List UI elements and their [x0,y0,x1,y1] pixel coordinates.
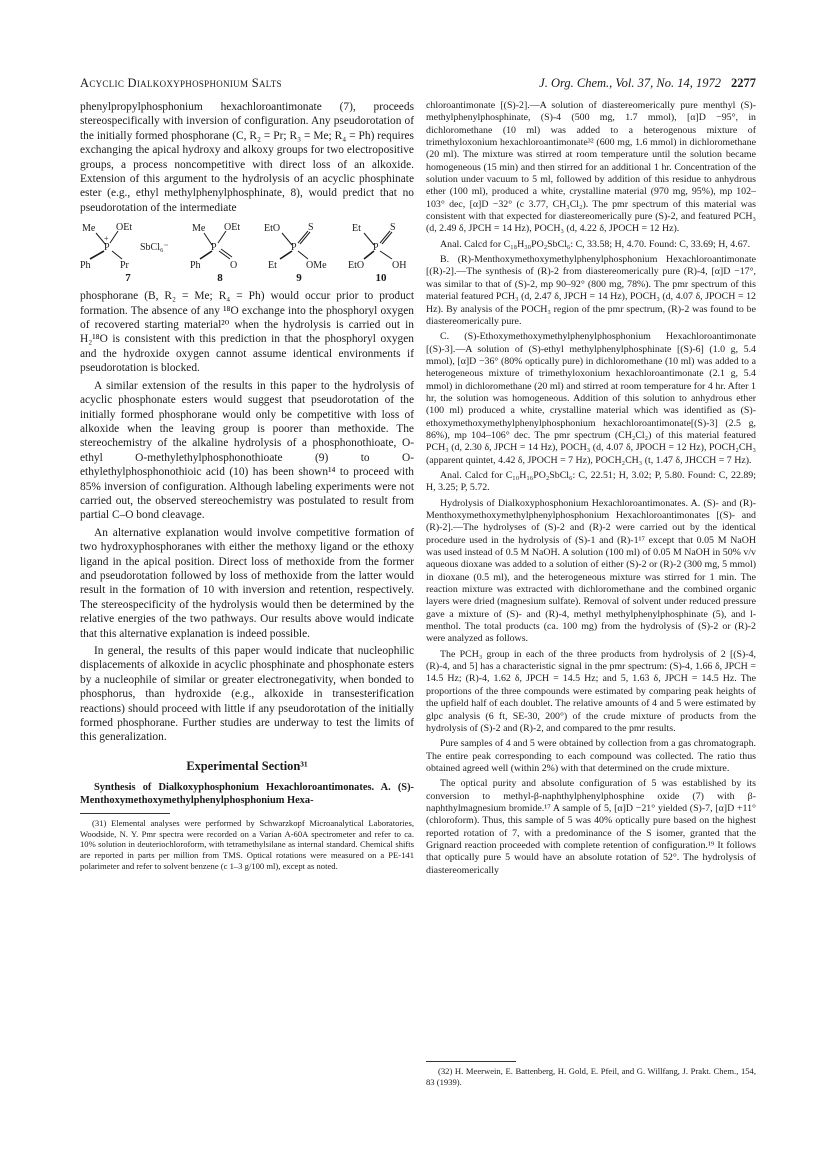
footnote-32: (32) H. Meerwein, E. Battenberg, H. Gold, E. Pfeil, and G. Willfang, J. Prakt. Chem., 154, 83 (1939). [426,1066,756,1087]
struct-label: EtO [348,260,365,272]
analysis-line: Anal. Calcd for C₁₈H₃₀PO₂SbCl₆: C, 33.58; H, 4.70. Found: C, 33.69; H, 4.67. [440,238,751,250]
struct-label: Pr [120,260,129,272]
structure-number: 10 [375,272,387,285]
struct-label: + [104,234,109,244]
struct-label: P [104,242,110,254]
struct-label: EtO [264,223,281,235]
struct-label: P [291,242,297,254]
footnote-31: (31) Elemental analyses were performed by Schwarzkopf Microanalytical Laboratories, Woodside, N. Y. Pmr spectra were recorded on a Varian A-60A spectrometer and refer to ca. 10% solution in deuteriochloroform, with tetramethylsilane as internal standard. Chemical shifts are reported in parts per million from TMS. Optical rotations were measured on a PE-141 polarimeter and refer to solvent benzene (c 1–3 g/100 ml), except as noted. [80,818,414,871]
structure-10 [348,219,414,285]
paragraph: The PCH₃ group in each of the three products from hydrolysis of 2 [(S)-4, (R)-4, and 5] has a characteristic signal in the pmr spectrum: (S)-4, 1.66 δ, JPCH = 14.5 Hz; (R)-4, 1.62 δ, JPCH = 14.5 Hz; and 5, 1.63 δ, JPCH = 14.5 Hz. The proportions of the three compounds were estimated by comparing peak heights of the upfield half of each doublet. The relative amounts of 4 and 5 were estimated by glpc analysis (6 ft, SE-30, 200°) of the crude mixture of products from the hydrolysis of (S)-2 and (R)-2, and compared to the pmr results. [426,648,756,734]
structure-7-drawing [80,219,176,271]
right-footnote-block [426,1055,756,1087]
footnote-divider [80,813,170,814]
structure-row [80,219,414,285]
paragraph: chloroantimonate [(S)-2].—A solution of diastereomerically pure menthyl (S)-methylphenylphosphinate, (S)-4 (500 mg, 1.7 mmol), [α]D −95°, in dichloromethane (10 ml) was added to a heterogenous mixture of trimethyloxonium hexachloroantimonate³² (600 mg, 1.6 mmol) in dichloromethane (20 ml). The mixture was stirred at room temperature until the solution became homogeneous (15 min) and then stirred for an additional 1 hr. Concentration of the solution under vacuum to 5 ml, followed by addition of this residue to anhydrous ether (100 ml), produced a white, crystalline material (970 mg, 95%), mp 102–103° dec, [α]D −32° (c 3.77, CH₃Cl₂). The pmr spectrum of this material was consistent with that expected for diastereomerically pure (S)-2, and featured PCH₃ (d, 2.49 δ, JPCH = 14 Hz), POCH₃ (d, 4.22 δ, JPOCH = 12 Hz). [426,100,756,235]
paragraph: An alternative explanation would involve competitive formation of two hydroxyphosphoranes with either the methoxy ligand or the ethoxy ligand in the apical position. Direct loss of methoxide from the former and pseudorotation followed by loss of methoxide from the latter would result in the formation of 10 with inversion and retention, respectively. The stereospecificity of the hydrolysis would then be determined by the relative energies of the two pathways. Our results above would indicate that this alternative explanation is indeed possible. [80,526,414,640]
journal-citation: J. Org. Chem., Vol. 37, No. 14, 1972 [539,76,721,90]
struct-label: Et [268,260,277,272]
left-column [80,100,414,871]
right-column [426,100,756,880]
struct-label: S [308,222,314,234]
struct-label: Ph [190,260,201,272]
paragraph: B. (R)-Menthoxymethoxymethylphenylphosphonium Hexachloroantimonate [(R)-2].—The synthesis of (R)-2 from diastereomerically pure (R)-4, [α]D −17°, was similar to that of (S)-2, mp 90–92° (800 mg, 78%). The pmr spectrum of this material featured PCH₃ (d, 2.47 δ, JPCH = 14 Hz), POCH₃ (d, 4.07 δ, JPOCH = 12 Hz). By analysis of the POCH₃ region of the pmr spectrum, (R)-2 was found to be diastereomerically pure. [426,254,756,327]
struct-label: OH [392,260,407,272]
paragraph: phenylpropylphosphonium hexachloroantimonate (7), proceeds stereospecifically with inversion of configuration. Any pseudorotation of the initially formed phosphorane (C, R₂ = Pr; R₃ = Me; R₄ = Ph) requires exchanging the apical hydroxy and alkoxy groups for two electropositive groups, a process noncompetitive with direct loss of an alkoxide. Extension of this argument to the hydrolysis of an acyclic phosphinate ester (e.g., ethyl methylphenylphosphinate, 8), would predict that no pseudorotation of the intermediate [80,101,414,214]
struct-label: O [230,260,238,272]
struct-label: OEt [116,222,133,234]
struct-label: OEt [224,222,241,234]
structure-number: 7 [125,272,131,285]
paragraph: C. (S)-Ethoxymethoxymethylphenylphosphonium Hexachloroantimonate [(S)-3].—A solution of (S)-ethyl methylphenylphosphinate [(S)-6] (1.0 g, 5.4 mmol), [α]D −36° (80% optically pure) in dichloromethane (10 ml) was added to a heterogeneous mixture of trimethyloxonium hexachloroantimonate (2.1 g, 5.4 mmol) in dichloromethane (20 ml) and stirred at room temperature for 4 hr. After 1 hr, the solution was homogeneous. Addition of this solution to anhydrous ether (100 ml) produced a white, crystalline material which was identified as (S)-ethoxymethoxymethylphenylphosphonium hexachloroantimonate[(S)-3] (2.5 g, 86%), mp 104–106° dec. The pmr spectrum (CH₂Cl₂) of this material featured PCH₃ (d, 2.30 δ, JPCH = 14 Hz), POCH₃ (d, 4.07 δ, JPOCH = 12 Hz), POCH₂CH₃ (apparent quintet, 4.42 δ, JPOCH = 7 Hz), POCH₂CH₃ (t, 1.47 δ, JHCCH = 7 Hz). [426,331,756,466]
structure-7 [80,219,176,285]
paragraph: Hydrolysis of Dialkoxyphosphonium Hexachloroantimonates. A. (S)- and (R)-Menthoxymethoxymethylphenylphosphonium Hexachloroantimonates [(S)- and (R)-2].—The hydrolyses of (S)-2 and (R)-2 were carried out by the identical procedure used in the hydrolysis of (S)-1 and (R)-1¹⁷ except that 0.05 M NaOH was used instead of 0.5 M NaOH. A solution (100 ml) of 0.05 M NaOH in 50% v/v aqueous dioxane was added to a solution of either (S)-2 or (R)-2 (300 mg, 5 mmol) in dioxane (0.5 ml), and the heterogeneous mixture was stirred for 1 min. The reaction mixture was extracted with dichloromethane and the combined organic layers were dried (magnesium sulfate). Removal of solvent under reduced pressure gave a mixture of (S)- and (R)-4, methyl methylphenylphosphinate (5), and l-menthol. The total products (ca. 100 mg) from the hydrolysis of (S)-2 or (R)-2 were analyzed as follows. [426,497,756,645]
analysis-line: Anal. Calcd for C₁₀H₁₆PO₂SbCl₆: C, 22.51; H, 3.02; P, 5.80. Found: C, 22.89; H, 3.25; P, 5.72. [426,469,756,494]
paragraph: In general, the results of this paper would indicate that nucleophilic displacements of alkoxide in acyclic phosphinate and phosphonate esters by a nucleophile of similar or greater electronegativity, when bonded to phosphorus, than hydroxide (e.g., alkoxide in transesterification reactions) should proceed with little if any pseudorotation of the initially formed phosphorane. Further studies are underway to test the limits of this generalization. [80,645,414,744]
structure-number: 8 [217,272,223,285]
section-heading: Experimental Section³¹ [186,758,308,773]
footnote-divider [426,1061,516,1062]
paragraph: A similar extension of the results in this paper to the hydrolysis of acyclic phosphonate esters would suggest that pseudorotation of the initially formed phosphorane would only be competitive with loss of alkoxide when the leaving group is poorer than methoxide. The stereochemistry of the alkaline hydrolysis of a phosphonothioate, O-ethyl O-methylethylphosphonothioate (9) to O-ethylethylphosphonothioic acid (10) has been shown¹⁴ to proceed with 85% inversion of configuration. Although labeling experiments were not carried out, the observed stereochemistry was postulated to result from partial C–O bond cleavage. [80,379,414,522]
subsection-heading: Synthesis of Dialkoxyphosphonium Hexachloroantimonates. A. (S)-Menthoxymethoxymethylphenylphosphonium Hexa- [80,782,414,807]
struct-label: SbCl₆⁻ [140,242,169,254]
structure-number: 9 [296,272,302,285]
struct-label: OMe [306,260,327,272]
paragraph: Pure samples of 4 and 5 were obtained by collection from a gas chromatograph. The entire peak corresponding to each compound was collected. The ratio thus obtained agreed well (within 2%) with that determined on the crude mixture. [426,738,756,774]
structure-9 [264,219,334,285]
page-number: 2277 [731,76,756,90]
struct-label: P [211,242,217,254]
struct-label: P [373,242,379,254]
struct-label: Ph [80,260,91,272]
paragraph: The optical purity and absolute configuration of 5 was established by its conversion to methyl-β-naphthylphenylphosphine oxide (7) with β-naphthylmagnesium bromide.¹⁷ A sample of 5, [α]D −21° yielded (S)-7, [α]D +11° (chloroform). Thus, this sample of 5 was 40% optically pure based on the highest reported rotation of 7, with a predominance of the S isomer, granted that the Grignard reaction proceeded with complete retention of configuration.¹⁹ It follows that optically pure 5 would have an absolute rotation of 52°. The hydrolysis of diastereomerically [426,778,756,876]
running-head-title: Acyclic Dialkoxyphosphonium Salts [80,76,282,90]
struct-label: Et [352,223,361,235]
struct-label: S [390,222,396,234]
structure-10-drawing [348,219,414,271]
struct-label: Me [82,223,96,235]
running-head-journal [539,76,756,91]
struct-label: Me [192,223,206,235]
structure-8 [190,219,250,285]
structure-9-drawing [264,219,334,271]
structure-8-drawing [190,219,250,271]
paragraph: phosphorane (B, R₂ = Me; R₄ = Ph) would occur prior to product formation. The absence of any ¹⁸O exchange into the phosphoryl oxygen of recovered starting material²⁰ when the hydrolysis is carried out in H₂¹⁸O is consistent with this prediction in that the phosphoryl oxygen and the hydroxide oxygen cannot assume identical environments if pseudorotation is blocked. [80,290,414,375]
